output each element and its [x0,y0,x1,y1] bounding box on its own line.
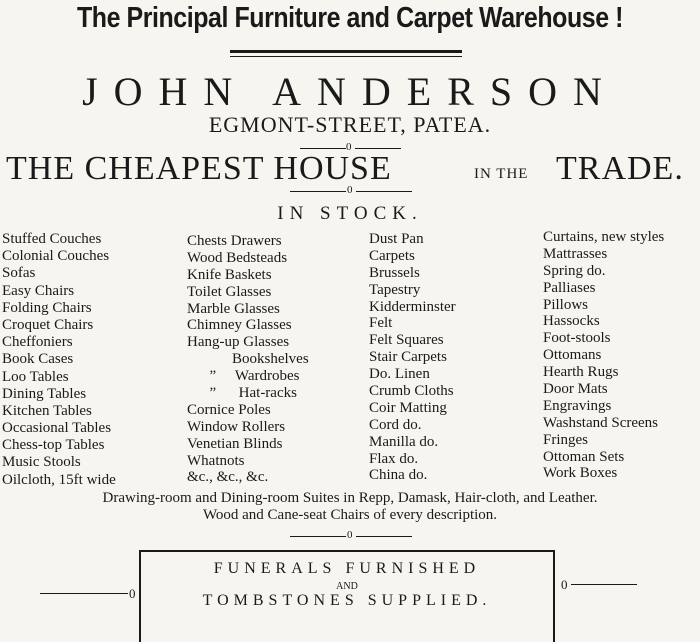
suites-line-2: Wood and Cane-seat Chairs of every description. [202,507,498,523]
stock-item: ” Wardrobes [187,368,300,385]
stock-column-2 [187,233,309,486]
stock-item: Manilla do. [369,433,439,450]
stock-item: Easy Chairs [2,282,75,299]
stock-item: Whatnots [187,452,245,469]
stock-item: Colonial Couches [2,248,110,265]
box-side-line [40,593,128,594]
box-side-line [571,584,637,585]
stock-item: &c., &c., &c. [187,469,269,486]
stock-item: Sofas [2,265,36,282]
stock-item: Mattrasses [543,245,608,262]
stock-item: Hang-up Glasses [187,334,290,351]
stock-item: Dining Tables [2,385,87,402]
proprietor-name: JOHN ANDERSON [82,69,618,114]
stock-item: Flax do. [369,450,419,467]
stock-item: Engravings [543,397,612,414]
stock-item: Kidderminster [369,298,456,315]
divider-line [290,536,346,537]
stock-item: Kitchen Tables [2,402,92,419]
stock-heading: IN STOCK. [277,203,423,224]
stock-item: Marble Glasses [187,300,280,317]
stock-item: Book Cases [2,351,74,368]
stock-item: Brussels [369,264,420,281]
stock-item: Venetian Blinds [187,435,283,452]
stock-item: Washstand Screens [543,414,659,431]
stock-item: Folding Chairs [2,299,92,316]
headline-rule [230,50,462,53]
stock-item: Curtains, new styles [543,229,665,245]
stock-item: Window Rollers [187,418,286,435]
stock-item: Croquet Chairs [2,316,94,333]
tombstones-line: TOMBSTONES SUPPLIED. [202,592,492,609]
slogan-in-the: IN THE [474,166,529,182]
divider-line [356,536,412,537]
stock-column-3 [369,231,456,484]
stock-column-4 [543,229,664,482]
stock-item: Cornice Poles [187,401,271,418]
stock-item: Door Mats [543,381,608,398]
stock-item: Knife Baskets [187,266,272,283]
divider-line [355,148,401,149]
divider-line [290,191,346,192]
suites-line-1: Drawing-room and Dining-room Suites in Repp, Damask, Hair-cloth, and Leather. [102,490,598,506]
slogan-trade: TRADE. [556,150,684,187]
stock-item: Ottoman Sets [543,448,625,465]
stock-item: Wood Bedsteads [187,249,288,266]
stock-item: ” Hat-racks [187,385,297,402]
divider-marker: 0 [347,529,353,541]
stock-item: Do. Linen [369,366,430,383]
funerals-line: FUNERALS FURNISHED [213,560,481,577]
stock-item: Oilcloth, 15ft wide [2,471,116,488]
divider-marker: 0 [346,141,352,153]
stock-item: Bookshelves [187,351,309,368]
stock-item: Occasional Tables [2,420,112,437]
stock-item: Crumb Cloths [369,383,454,400]
stock-item: Stair Carpets [369,349,447,366]
stock-item: Dust Pan [369,231,424,247]
stock-column-1 [2,231,116,489]
stock-item: Hassocks [543,313,600,330]
stock-item: Work Boxes [543,465,618,482]
stock-item: Toilet Glasses [187,283,272,300]
address: EGMONT-STREET, PATEA. [208,112,492,137]
suites-notice [0,490,700,524]
stock-item: Loo Tables [2,368,69,385]
divider-marker: 0 [561,577,568,592]
divider-line [300,148,346,149]
stock-item: Coir Matting [369,399,447,416]
stock-item: Cord do. [369,416,422,433]
funerals-and: AND [336,581,358,592]
divider-marker: 0 [347,184,353,196]
stock-item: Chimney Glasses [187,317,292,334]
headline-rule-thin [230,56,462,57]
stock-item: Foot-stools [543,330,611,347]
stock-item: Stuffed Couches [2,231,102,247]
stock-item: Chess-top Tables [2,437,105,454]
stock-item: Pillows [543,296,589,313]
stock-item: Spring do. [543,262,606,279]
stock-item: Ottomans [543,347,602,364]
stock-item: Fringes [543,431,588,448]
stock-item: Cheffoniers [2,334,73,351]
slogan-cheapest-house: THE CHEAPEST HOUSE [6,150,392,187]
divider-line [356,191,412,192]
stock-item: Felt [369,315,393,332]
stock-item: Tapestry [369,281,421,298]
stock-item: Music Stools [2,454,81,471]
stock-item: Chests Drawers [187,233,282,249]
divider-marker: 0 [129,586,136,601]
stock-item: China do. [369,467,428,484]
stock-item: Felt Squares [369,332,444,349]
stock-item: Carpets [369,247,415,264]
stock-item: Palliases [543,279,596,296]
headline: The Principal Furniture and Carpet Warehouse ! [76,2,624,34]
stock-item: Hearth Rugs [543,364,619,381]
